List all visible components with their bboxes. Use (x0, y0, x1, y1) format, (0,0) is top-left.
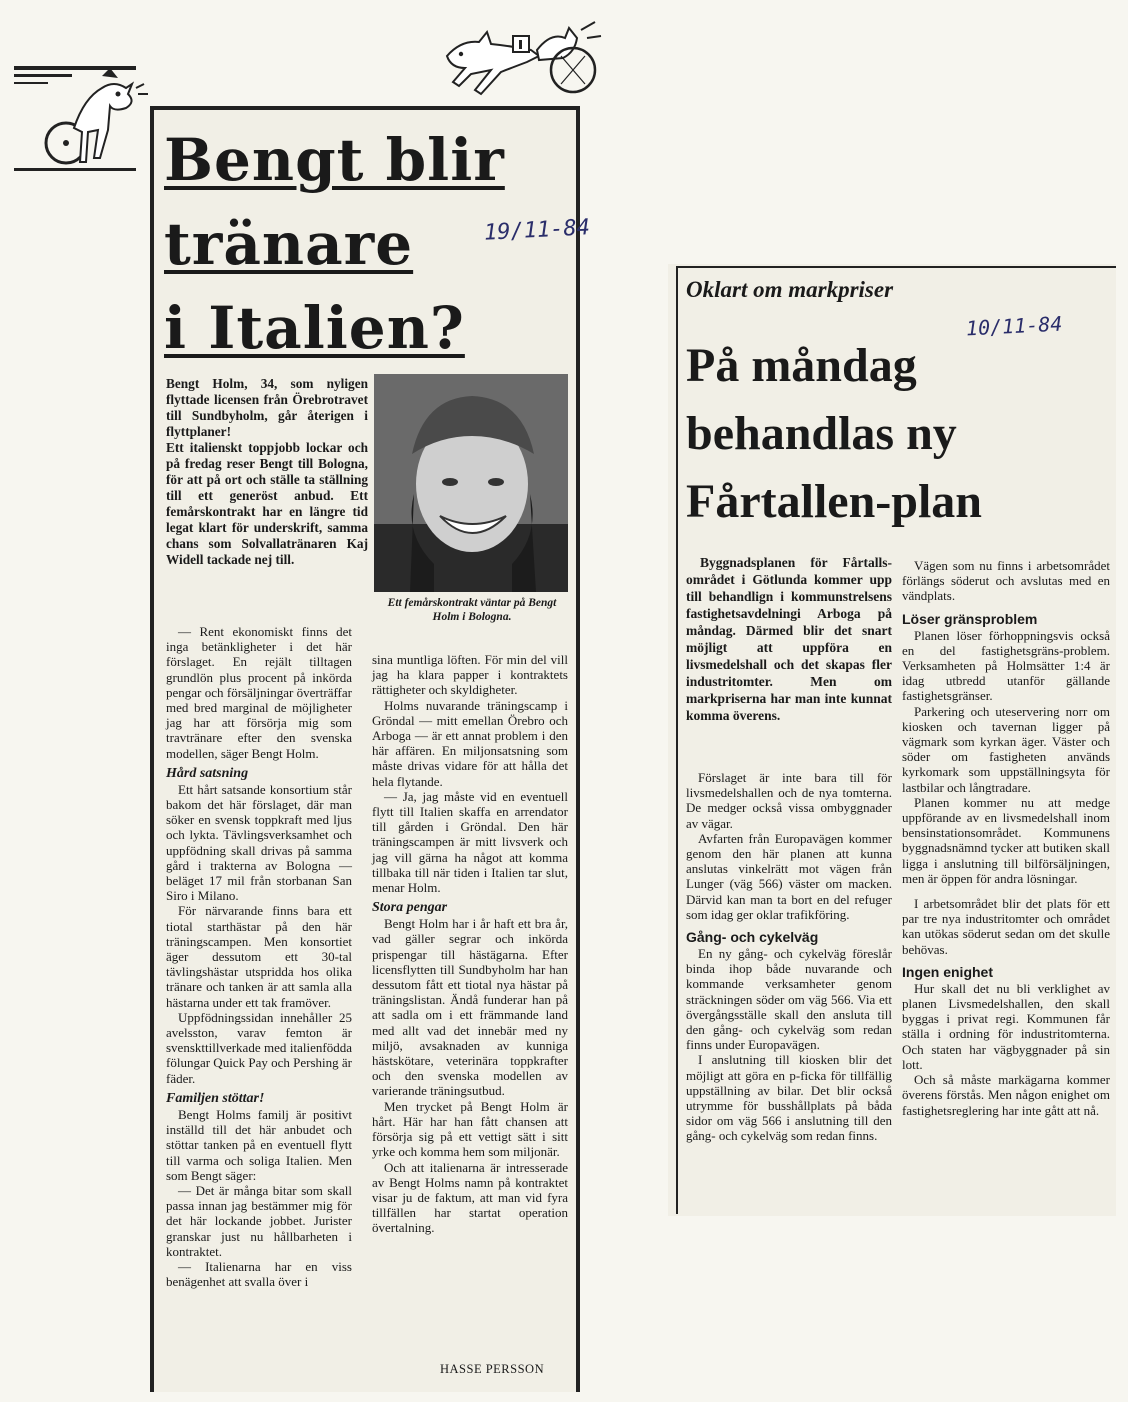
article1-date-note: 19/11-84 (483, 215, 591, 246)
article1-column-2 (372, 652, 568, 1236)
paragraph: Vägen som nu finns i arbetsområdet förlängs söderut och avslutas med en vändplats. (902, 558, 1110, 604)
paragraph: Och så måste markägarna kommer överens förstås. Men någon enighet om fastighetsreglering har inte gått att nå. (902, 1072, 1110, 1118)
paragraph: Planen löser förhoppningsvis också en del fastighetsgräns-problem. Verksamheten på Holmsätter 1:4 är idag utbredd utanför gällande fastighetsgränser. (902, 627, 1110, 704)
paragraph: — Ja, jag måste vid en eventuell flytt till Italien skaffa en arrendator till gården i Gröndal. Den här träningscampen är mitt livsverk och jag vill gärna ha något att komma tillbaka till när tiden i Italien tar slut, menar Holm. (372, 788, 568, 896)
paragraph: Men trycket på Bengt Holm är hårt. Här har han fått chansen att försörja sig på ett vettigt sätt i sitt yrke och komma hem som miljonär. (372, 1098, 568, 1160)
paragraph: — Det är många bitar som skall passa innan jag bestämmer mig för det här lockande jobbet. Jurister granskar just nu hållbarheten i kontraktet. (166, 1182, 352, 1259)
article2-top-rule (676, 266, 1116, 268)
paragraph: För närvarande finns bara ett tiotal starthästar på den här träningscampen. Men konsortiet äger dessutom ett 30-tal tävlingshästar utspridda hos olika tränare och tanken är att samla alla hästarna under ett tak framöver. (166, 903, 352, 1010)
paragraph: Ett hårt satsande konsortium står bakom det här förslaget, där man söker en svensk toppkraft med ljus och lykta. Tävlingsverksamhet och uppfödning skall drivas på samma gård i trakterna av Bologna — beläget 17 mil från storbanan San Siro i Milano. (166, 781, 352, 904)
subheading-hard-satsning: Hård satsning (166, 765, 249, 781)
paragraph: En ny gång- och cykelväg föreslår binda ihop både nuvarande och kommande verksamheter genom sträckningen söder om väg 566. Via ett övergångsställe skall den ansluta till den gång- och cykelväg som redan finns under Europavägen. (686, 946, 892, 1053)
headline-line-2: tränare (164, 210, 414, 278)
paragraph: Hur skall det nu bli verklighet av planen Livsmedelshallen, den skall byggas i privat regi. Kommunen får ställa i ordning för industritomterna. Och staten har vägbyggnader på sin lott. (902, 980, 1110, 1072)
paragraph: I anslutning till kiosken blir det möjligt att göra en p-ficka för tillfällig uppställning av bilar. Det blir också utrymme för busshållplats på båda sidor om väg 566 i anslutning till den gång- och cykelväg som redan finns. (686, 1052, 892, 1144)
subheading-familjen-stottar: Familjen stöttar! (166, 1090, 265, 1106)
article2-column-2 (902, 558, 1110, 1118)
byline: HASSE PERSSON (440, 1362, 545, 1376)
headline-line-2: behandlas ny (686, 407, 957, 460)
article1-left-rule (150, 106, 154, 1392)
article1-top-rule (150, 106, 580, 110)
article2-date-note: 10/11-84 (965, 311, 1063, 341)
article2-column-1 (686, 770, 892, 1144)
paragraph: Parkering och uteservering norr om kiosken och tavernan ligger på vägmark som kyrkan äger. Väster och söder om fastigheten används kyrkomark som uppställningsyta för lastbilar och långtradare. (902, 703, 1110, 795)
paragraph: Uppfödningssidan innehåller 25 avelsston, varav femton är svenskttillverkade med italienfödda fölungar Quick Pay och Pershing är fäder. (166, 1009, 352, 1086)
subheading-gang-och-cykelvag: Gång- och cykelväg (686, 929, 819, 946)
paragraph: sina muntliga löften. För min del vill jag ha klara papper i kontraktets rättigheter och skyldigheter. (372, 652, 568, 698)
article2-kicker: Oklart om markpriser (686, 277, 894, 302)
paragraph: Förslaget är inte bara till för livsmedelshallen och de nya tomterna. De medger också vissa ombyggnader av vägar. (686, 770, 892, 831)
headline-line-3: i Italien? (164, 294, 465, 362)
headline-line-3: Fårtallen-plan (686, 475, 982, 528)
paragraph: Bengt Holm har i år haft ett bra år, vad gäller segrar och inkörda prispengar till hästägarna. Efter licensflytten till Sundbyholm har han dessutom fått ett tiotal nya hästar på träningslistan. Ändå funderar han på att sadla om i ett främmande land med allt vad det innebär med ny miljö, avsaknaden av kunniga hästskötare, veterinära toppkrafter och den svenska modellen av varierande träningsutbud. (372, 916, 568, 1099)
photo-caption: Ett femårskontrakt väntar på Bengt Holm i Bologna. (387, 597, 557, 623)
article2-left-rule (676, 266, 678, 1214)
paragraph: Avfarten från Europavägen kommer genom den här planen att kunna anslutas vinkelrätt mot vägen från Lunger (väg 566) väster om macken. Därvid kan man ta bort en del refuger som idag ger oklar trafikföring. (686, 830, 892, 922)
paragraph: Holms nuvarande träningscamp i Gröndal — mitt emellan Örebro och Arboga — är ett annat problem i den här affären. En miljonsatsning som måste drivas vidare för att hålla det hela flytande. (372, 697, 568, 789)
paragraph: — Rent ekonomiskt finns det inga betänkligheter i det här förslaget. En rejält tilltagen grundlön plus procent på inkörda pengar och försäljningar överträffar med bred marginal de möjligheter jag har att försörja mig som travtränare efter den svenska modellen, säger Bengt Holm. (166, 624, 352, 761)
subheading-loser-gransproblem: Löser gränsproblem (902, 610, 1038, 627)
racing-horse-icon (441, 16, 603, 102)
article2-headline (686, 332, 1110, 536)
article1-right-rule (576, 106, 580, 1392)
headline-line-1: På måndag (686, 339, 917, 392)
paragraph: I arbetsområdet blir det plats för ett par tre nya industritomter och området kan utökas söderut sedan om det skulle behövas. (902, 896, 1110, 957)
paragraph: Planen kommer nu att medge uppförande av en livsmedelshall inom bensinstationsområdet. Kommunens byggnadsnämnd tycker att butiken skall ligga i anslutning till bilförsäljningen, men är öppen för andra lösningar. (902, 794, 1110, 886)
subheading-ingen-enighet: Ingen enighet (902, 963, 993, 980)
article1-lead: Bengt Holm, 34, som nyligen flyttade licensen från Örebrotravet till Sundbyholm, går återigen i flyttplaner! Ett italienskt toppjobb lockar och på fredag reser Bengt till Bologna, för att på ort och ställe ta ställning till ett generöst anbud. Ett femårskontrakt har en längre tid legat klart för underskrift, samma chans som Solvallatränaren Kaj Widell tackade nej till. (166, 376, 368, 567)
horse-cart-icon (14, 58, 154, 178)
paragraph: Bengt Holms familj är positivt inställd till det här anbudet och stöttar tanken på en eventuell flytt till varma och soliga Italien. Men som Bengt säger: (166, 1106, 352, 1183)
paragraph: — Italienarna har en viss benägenhet att svalla över i (166, 1258, 352, 1290)
headline-line-1: Bengt blir (164, 126, 505, 194)
article2-lead: Byggnadsplanen för Fårtalls-området i Götlunda kommer upp till behandlign i kommunstrelsens fastighetsavdelningi Arboga på måndag. Därmed blir det snart möjligt att uppföra en livsmedelshall och det skapas fler industritomter. Men om markpriserna har man inte kunnat komma överens. (686, 555, 892, 723)
subheading-stora-pengar: Stora pengar (372, 900, 448, 916)
paragraph: Och att italienarna är intresserade av Bengt Holms namn på kontraktet visar ju de faktum, att man vid fyra tillfällen har startat operation övertalning. (372, 1159, 568, 1236)
article1-column-1 (166, 624, 352, 1289)
bengt-holm-photo (374, 374, 568, 592)
